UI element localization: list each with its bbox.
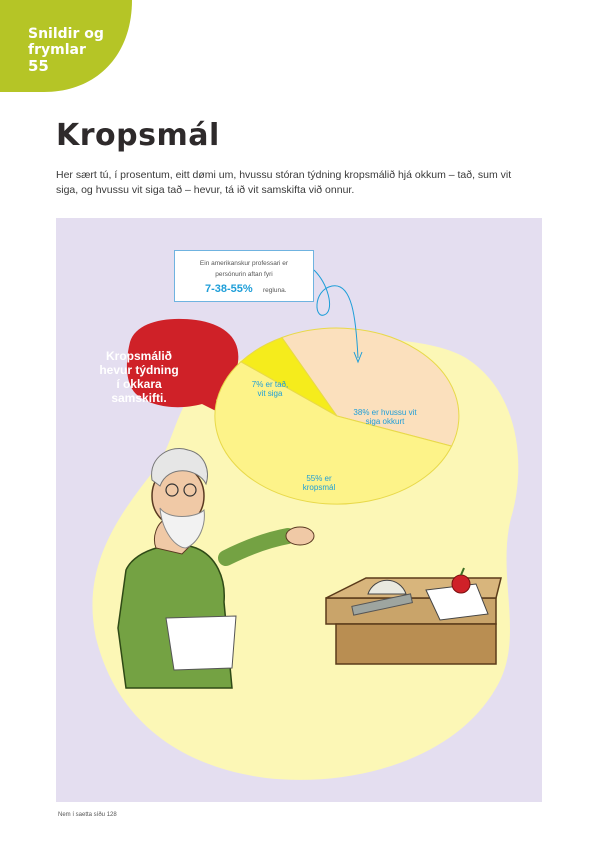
pie-label-55-line-1: 55% er xyxy=(306,474,332,483)
chapter-line-1: Snildir og xyxy=(28,26,104,42)
pie-label-55 xyxy=(284,474,354,492)
pie-label-38-line-1: 38% er hvussu vit xyxy=(353,408,417,417)
chapter-line-2: frymlar xyxy=(28,42,86,58)
pie-label-7-line-2: vit siga xyxy=(257,389,283,398)
pie-label-55-line-2: kropsmál xyxy=(302,483,336,492)
intro-text: Her sært tú, í prosentum, eitt dømi um, hvussu stóran týdning kropsmálið hjá okkum – tað, sum vit siga, og hvussu vit siga tað – hevur, tá ið vit samskifta við onnur. xyxy=(56,169,512,196)
note-highlight-rest: regluna. xyxy=(263,287,287,294)
note-highlight: 7-38-55% xyxy=(205,283,253,295)
note-line-2: persónurin aftan fyri xyxy=(215,271,273,278)
speech-line-2: hevur týdning xyxy=(99,363,179,377)
chapter-label xyxy=(28,26,104,74)
pie-label-38 xyxy=(330,408,440,426)
illustration-panel xyxy=(56,218,542,802)
speech-line-4: samskifti. xyxy=(111,391,167,405)
info-note xyxy=(174,250,314,302)
footer-note: Nem í saetta síðu 128 xyxy=(58,812,117,818)
speech-line-3: í okkara xyxy=(116,377,162,391)
pie-label-38-line-2: siga okkurt xyxy=(365,417,405,426)
speech-line-1: Kropsmálið xyxy=(105,349,172,363)
page-number: 55 xyxy=(28,57,49,75)
note-line-1: Ein amerikanskur professari er xyxy=(199,260,289,267)
pie-label-7-line-1: 7% er tað, xyxy=(251,380,289,389)
pie-label-7 xyxy=(240,380,300,398)
speech-text xyxy=(80,349,198,405)
page-title: Kropsmál xyxy=(56,118,220,153)
